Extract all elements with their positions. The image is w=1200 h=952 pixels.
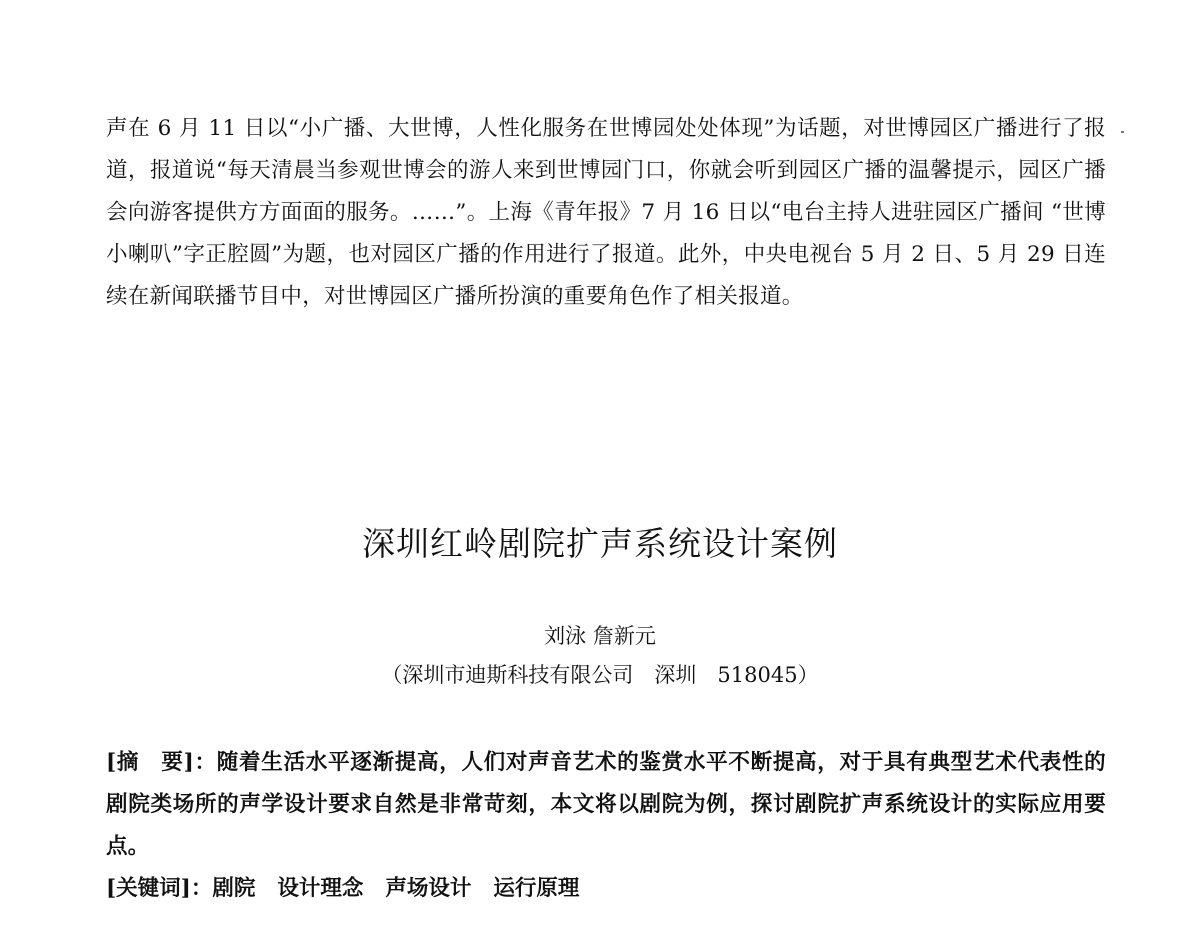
margin-mark: [1121, 131, 1124, 133]
abstract-text: 随着生活水平逐渐提高，人们对声音艺术的鉴赏水平不断提高，对于具有典型艺术代表性的剧院类场所的声学设计要求自然是非常苛刻，本文将以剧院为例，探讨剧院扩声系统设计的实际应用要点。: [106, 750, 1106, 859]
keyword-item: 运行原理: [493, 876, 580, 901]
article-affiliation: （深圳市迪斯科技有限公司 深圳 518045）: [381, 663, 819, 687]
abstract: [106, 742, 1106, 868]
article-authors: 刘泳 詹新元: [544, 624, 656, 648]
keyword-item: 设计理念: [277, 876, 364, 901]
body-paragraph: 声在 6 月 11 日以“小广播、大世博，人性化服务在世博园处处体现”为话题，对世博园区广播进行了报道，报道说“每天清晨当参观世博会的游人来到世博园门口，你就会听到园区广播的温馨提示，园区广播会向游客提供方方面面的服务。……”。上海《青年报》7 月 16 日以“电台主持人进驻园区广播间 “世博小喇叭”字正腔圆”为题，也对园区广播的作用进行了报道。此外，中央电视台 5 月 2 日、5 月 29 日连续在新闻联播节目中，对世博园区广播所扮演的重要角色作了相关报道。: [106, 116, 1106, 309]
abstract-label: [摘 要]：: [106, 750, 217, 775]
keywords: [106, 868, 1106, 910]
article-title: 深圳红岭剧院扩声系统设计案例: [362, 524, 838, 563]
keyword-item: 剧院: [212, 876, 256, 901]
keywords-label: [关键词]：: [106, 876, 213, 901]
keyword-item: 声场设计: [385, 876, 472, 901]
